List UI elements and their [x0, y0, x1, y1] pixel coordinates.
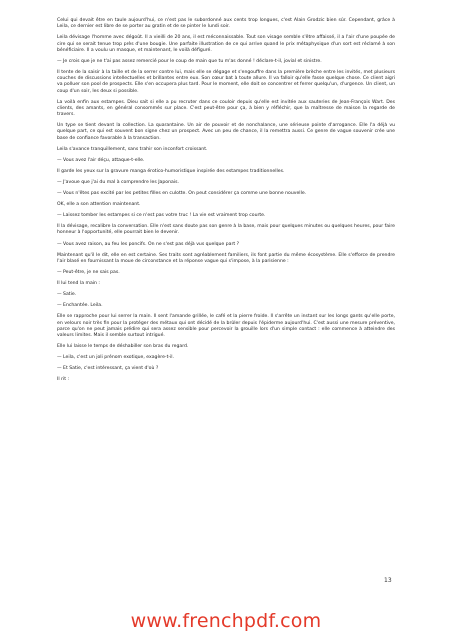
paragraph-3: — Je crois que je ne t'ai pas assez remercié pour le coup de main que tu m'as donné ! déclare-t-il, jovial et sinistre. — [57, 58, 322, 64]
document-page — [57, 18, 395, 388]
paragraph-4: Il tente de la saisir à la taille et de la serrer contre lui, mais elle se dégage et s'engouffre dans la première brèche entre les invités, met plusieurs couches de discussions intellectuelles et brillantes entre eux. Son cœur bat à toute allure. Il va falloir qu'elle fasse quelque chose. Ce client aigri va polluer son pool de prospects. Elle s'en occupera plus tard. Pour le moment, elle doit se concentrer et ferrer quelqu'un, d'urgence. Un client, un coup d'un soir, les deux si possible. — [57, 69, 395, 94]
paragraph-20: — Enchantée. Leila. — [57, 303, 103, 309]
paragraph-21: Elle se rapproche pour lui serrer la main. Il sent l'amande grillée, le café et la pierre froide. Il s'arrête un instant sur les longs gants qu'elle porte, en velours noir très fin pour la protéger des métaux qui ont décidé de la brûler depuis l'épiderme aujourd'hui. C'est aussi une mesure préventive, parce qu'on ne peut jamais prédire qui sera assez sensible pour percevoir la grouille lors d'un simple contact : elle commence à atteindre des valeurs limites. Mais il semble surtout intrigué. — [57, 314, 395, 338]
paragraph-12: OK, elle a son attention maintenant. — [57, 202, 141, 208]
paragraph-11: — Vous n'êtes pas excité par les petites filles en culotte. On peut considérer ça comme une bonne nouvelle. — [57, 190, 307, 196]
paragraph-25: Il rit : — [57, 377, 70, 383]
paragraph-14: Il la dévisage, recalibre la conversation. Elle n'est sans doute pas son genre à la base, mais pour quelques minutes ou quelques heures, pour faire honneur à l'opportunité, elle pourrait bien le devenir. — [57, 224, 395, 236]
paragraph-1: Celui qui devait être en taule aujourd'hui, ce n'est pas le subordonné aux cents trop longues, c'est Alain Grodzic bien sûr. Cependant, grâce à Leila, ce dernier est libre de se porter au gratin et de se pinter le lundi soir. — [57, 18, 395, 30]
paragraph-8: — Vous avez l'air déçu, attaque-t-elle. — [57, 157, 145, 163]
paragraph-13: — Laissez tomber les estampes si ce n'est pas votre truc ! La vie est vraiment trop courte. — [57, 213, 266, 219]
paragraph-22: Elle lui laisse le temps de déshabiller son bras du regard. — [57, 344, 189, 350]
paragraph-9: Il garde les yeux sur la gravure manga érotico-humoristique inspirée des estampes traditionnelles. — [57, 168, 285, 174]
paragraph-6: Un type se tient devant la collection. La quarantaine. Un air de pouvoir et de nonchalance, une sérieuse pointe d'arrogance. Elle l'a déjà vu quelque part, ce qui est souvent bon signe chez un prospect. Avec un peu de chance, il la remettra aussi. Ce genre de vague souvenir crée une base de confiance favorable à la transaction. — [57, 123, 395, 141]
paragraph-7: Leila s'avance tranquillement, sans trahir son inconfort croissant. — [57, 146, 208, 152]
paragraph-17: — Peut-être, je ne sais pas. — [57, 269, 120, 275]
paragraph-2: Leila dévisage l'homme avec dégoût. Il a vieilli de 20 ans, il est méconnaissable. Tout son visage semble s'être affaissé, il a l'air d'une poupée de cire qui se serait tenue trop près d'une bougie. Une parfaite illustration de ce qui arrive quand le prix métaphysique d'un sort est réclamé à son bénéficiaire. Il a voulu un masque, et maintenant, le voilà défiguré. — [57, 35, 395, 53]
paragraph-18: Il lui tend la main : — [57, 281, 100, 287]
paragraph-19: — Satie. — [57, 292, 77, 298]
paragraph-15: — Vous avez raison, au feu les poncifs. On ne s'est pas déjà vus quelque part ? — [57, 241, 240, 247]
paragraph-16: Maintenant qu'il le dit, elle en est certaine. Ses traits sont agréablement familiers, ils font partie du même écosystème. Elle s'efforce de prendre l'air blasé en fournissant la moue de circonstance et la réponse vague qui s'impose, à la parisienne : — [57, 252, 395, 264]
paragraph-23: — Leila, c'est un joli prénom exotique, exagère-t-il. — [57, 355, 175, 361]
page-number: 13 — [384, 577, 392, 584]
paragraph-24: — Et Satie, c'est intéressant, ça vient d'où ? — [57, 366, 159, 372]
watermark-text: www.frenchpdf.com — [130, 610, 322, 632]
paragraph-10: — J'avoue que j'ai du mal à comprendre les Japonais. — [57, 179, 179, 185]
paragraph-5: La voilà enfin aux estampes. Dieu sait si elle a pu recruter dans ce couloir depuis qu'elle est invitée aux sauteries de Jean-François Wart. Des clients, des amants, en général consommés sur place. C'est peut-être pour ça, à bien y réfléchir, que la maîtresse de maison la regarde de travers. — [57, 99, 395, 117]
